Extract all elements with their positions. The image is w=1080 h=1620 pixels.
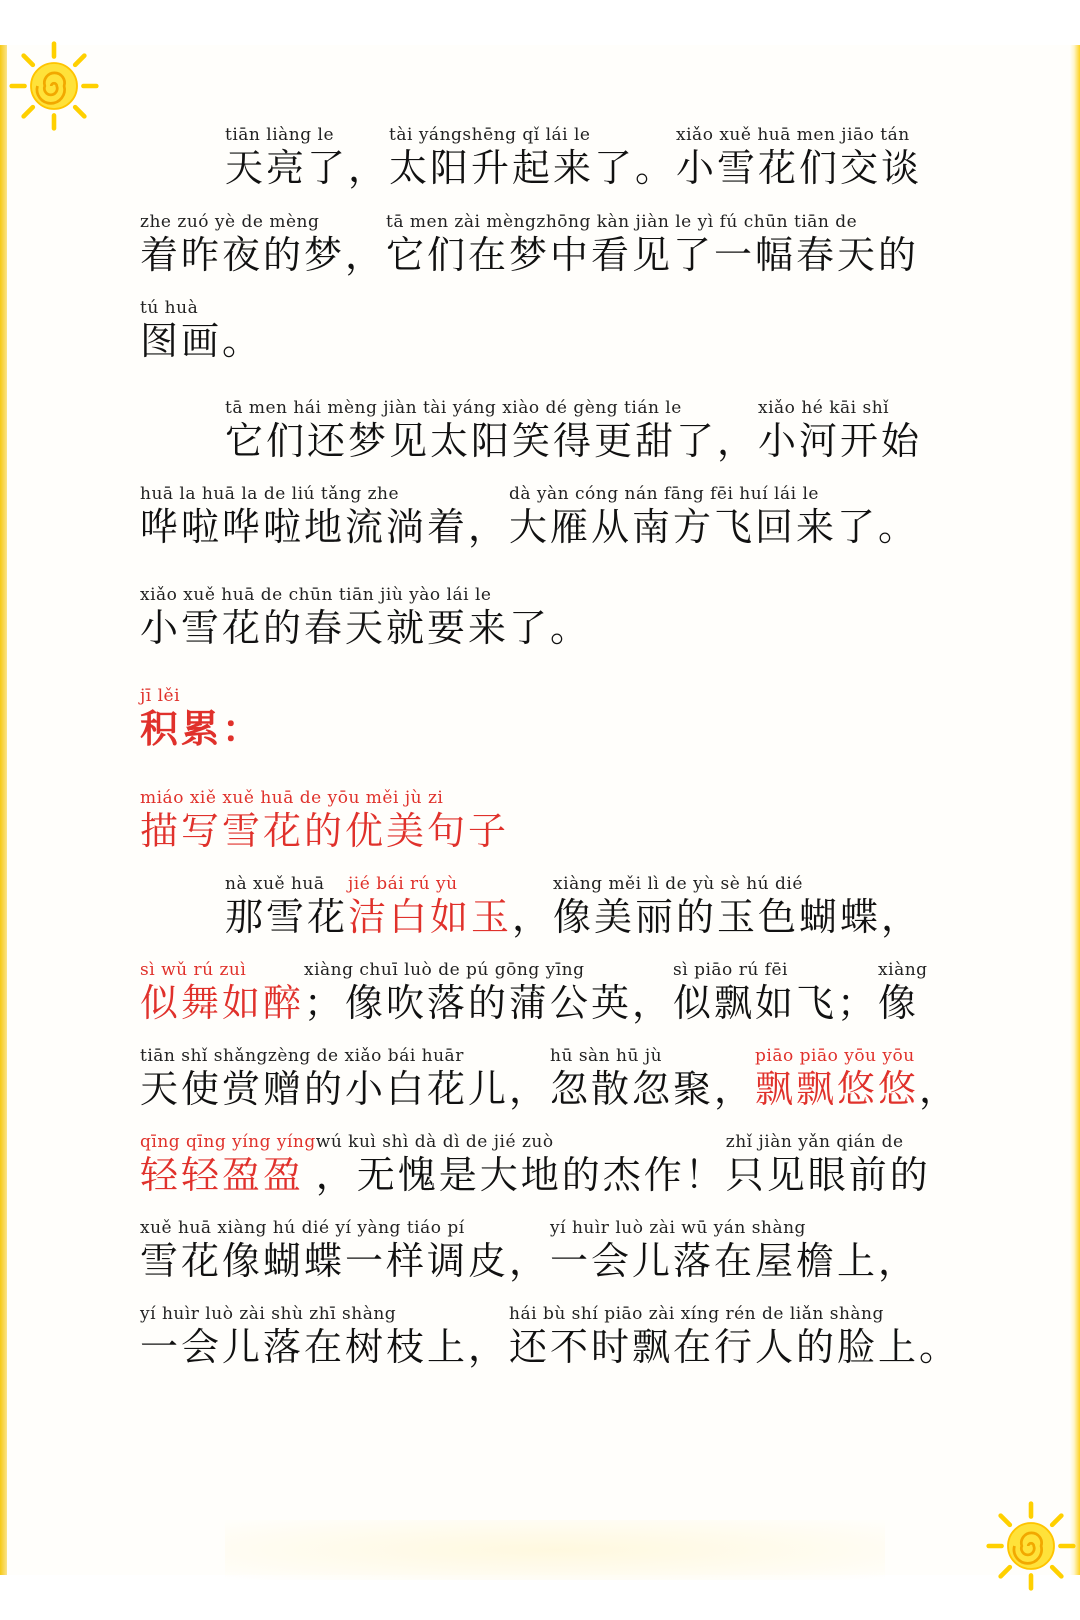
text-line — [140, 585, 1040, 651]
pinyin: jī lěi — [140, 686, 181, 706]
text-segment — [673, 960, 878, 1026]
highlight-phrase — [348, 874, 512, 940]
text-segment — [919, 1046, 960, 1112]
text-segment — [225, 874, 348, 940]
hanzi: 雪花像蝴蝶一样调皮， — [140, 1239, 551, 1283]
pinyin: wú kuì shì dà dì de jié zuò — [315, 1132, 554, 1152]
hanzi: 像 — [878, 981, 920, 1025]
hanzi: 描写雪花的优美句子 — [140, 809, 510, 853]
text-segment — [726, 1132, 931, 1198]
pinyin: tiān liàng le — [225, 125, 334, 145]
hanzi: 图画。 — [140, 319, 264, 363]
hanzi: 似飘如飞； — [673, 981, 879, 1025]
highlight-phrase — [140, 1132, 316, 1198]
hanzi: ， — [919, 1067, 961, 1111]
text-segment — [140, 585, 591, 651]
pinyin: tài yángshēng qǐ lái le — [389, 125, 591, 145]
pinyin: xiàng měi lì de yù sè hú dié — [553, 874, 803, 894]
text-segment — [140, 484, 509, 550]
pinyin: xiǎo xuě huā de chūn tiān jiù yào lái le — [140, 585, 492, 605]
pinyin: xiǎo xuě huā men jiāo tán — [676, 125, 910, 145]
hanzi: 天使赏赠的小白花儿， — [140, 1067, 551, 1111]
hanzi: 飘飘悠悠 — [755, 1067, 920, 1111]
hanzi: 似舞如醉 — [140, 981, 305, 1025]
text-segment — [140, 1218, 550, 1284]
pinyin: zhǐ jiàn yǎn qián de — [725, 1132, 904, 1152]
text-segment — [509, 484, 919, 550]
hanzi: 那雪花 — [225, 895, 349, 939]
hanzi: 它们还梦见太阳笑得更甜了， — [225, 419, 759, 463]
pinyin: piāo piāo yōu yōu — [755, 1046, 915, 1066]
text-segment — [878, 960, 928, 1026]
text-segment — [550, 1218, 919, 1284]
hanzi: 小雪花们交谈 — [676, 146, 923, 190]
hanzi: ，无愧是大地的杰作！ — [315, 1153, 726, 1197]
text-segment — [304, 960, 673, 1026]
hanzi: 一会儿落在树枝上， — [140, 1325, 510, 1369]
text-segment — [676, 125, 922, 191]
text-segment — [758, 398, 922, 464]
hanzi: ；像吹落的蒲公英， — [304, 981, 674, 1025]
text-line — [140, 298, 1040, 364]
text-line — [225, 125, 1040, 191]
accumulation-heading — [140, 686, 1040, 752]
pinyin: tiān shǐ shǎngzèng de xiǎo bái huār — [140, 1046, 464, 1066]
pinyin: tā men zài mèngzhōng kàn jiàn le yì fú chūn tiān de — [386, 212, 858, 232]
pinyin: zhe zuó yè de mèng — [140, 212, 320, 232]
text-segment — [140, 1304, 509, 1370]
text-segment — [316, 1132, 726, 1198]
text-line — [140, 484, 1040, 550]
hanzi: 忽散忽聚， — [550, 1067, 756, 1111]
hanzi: 太阳升起来了。 — [389, 146, 677, 190]
hanzi: 一会儿落在屋檐上， — [550, 1239, 920, 1283]
highlight-phrase — [140, 960, 304, 1026]
text-segment — [225, 125, 389, 191]
hanzi: 洁白如玉 — [348, 895, 513, 939]
hanzi: ， — [512, 895, 554, 939]
pinyin: tā men hái mèng jiàn tài yáng xiào dé gèng tián le — [225, 398, 682, 418]
hanzi: 大雁从南方飞回来了。 — [509, 505, 920, 549]
hanzi: 还不时飘在行人的脸上。 — [509, 1325, 961, 1369]
text-segment — [550, 1046, 755, 1112]
text-line — [225, 874, 1040, 940]
text-segment — [386, 212, 919, 278]
pinyin: hū sàn hū jù — [550, 1046, 663, 1066]
pinyin: xuě huā xiàng hú dié yí yàng tiáo pí — [140, 1218, 465, 1238]
text-line — [140, 1046, 1040, 1112]
highlight-phrase — [755, 1046, 919, 1112]
hanzi: 哗啦哗啦地流淌着， — [140, 505, 510, 549]
text-line — [140, 1132, 1040, 1198]
pinyin: yí huìr luò zài wū yán shàng — [550, 1218, 806, 1238]
text-segment — [512, 874, 553, 940]
hanzi: 它们在梦中看见了一幅春天的 — [386, 233, 920, 277]
text-segment — [553, 874, 922, 940]
text-segment — [509, 1304, 960, 1370]
pinyin: dà yàn cóng nán fāng fēi huí lái le — [509, 484, 819, 504]
hanzi: 只见眼前的 — [725, 1153, 931, 1197]
text-segment — [140, 686, 263, 752]
hanzi: 积累： — [140, 706, 264, 751]
pinyin: xiàng chuī luò de pú gōng yīng — [304, 960, 585, 980]
hanzi: 像美丽的玉色蝴蝶， — [553, 895, 923, 939]
section-title — [140, 788, 1040, 854]
pinyin: qīng qīng yíng yíng — [140, 1132, 316, 1152]
text-line — [140, 1218, 1040, 1284]
pinyin: jié bái rú yù — [348, 874, 458, 894]
text-segment — [389, 125, 676, 191]
hanzi: 天亮了， — [225, 146, 390, 190]
hanzi: 轻轻盈盈 — [140, 1153, 305, 1197]
text-line — [140, 212, 1040, 278]
hanzi: 小河开始 — [758, 419, 923, 463]
hanzi: 小雪花的春天就要来了。 — [140, 606, 592, 650]
hanzi: 着昨夜的梦， — [140, 233, 387, 277]
text-segment — [140, 1046, 550, 1112]
pinyin: xiǎo hé kāi shǐ — [758, 398, 890, 418]
pinyin: nà xuě huā — [225, 874, 325, 894]
pinyin: tú huà — [140, 298, 199, 318]
text-line — [225, 398, 1040, 464]
text-segment — [140, 298, 263, 364]
pinyin: miáo xiě xuě huā de yōu měi jù zi — [140, 788, 444, 808]
text-line — [140, 960, 1040, 1026]
pinyin: yí huìr luò zài shù zhī shàng — [140, 1304, 397, 1324]
text-segment — [140, 212, 386, 278]
pinyin: sì wǔ rú zuì — [140, 960, 247, 980]
pinyin: huā la huā la de liú tǎng zhe — [140, 484, 400, 504]
pinyin: xiàng — [878, 960, 928, 980]
text-segment — [140, 788, 509, 854]
text-line — [140, 1304, 1040, 1370]
text-segment — [225, 398, 758, 464]
pinyin: hái bù shí piāo zài xíng rén de liǎn shàng — [509, 1304, 884, 1324]
pinyin: sì piāo rú fēi — [673, 960, 788, 980]
